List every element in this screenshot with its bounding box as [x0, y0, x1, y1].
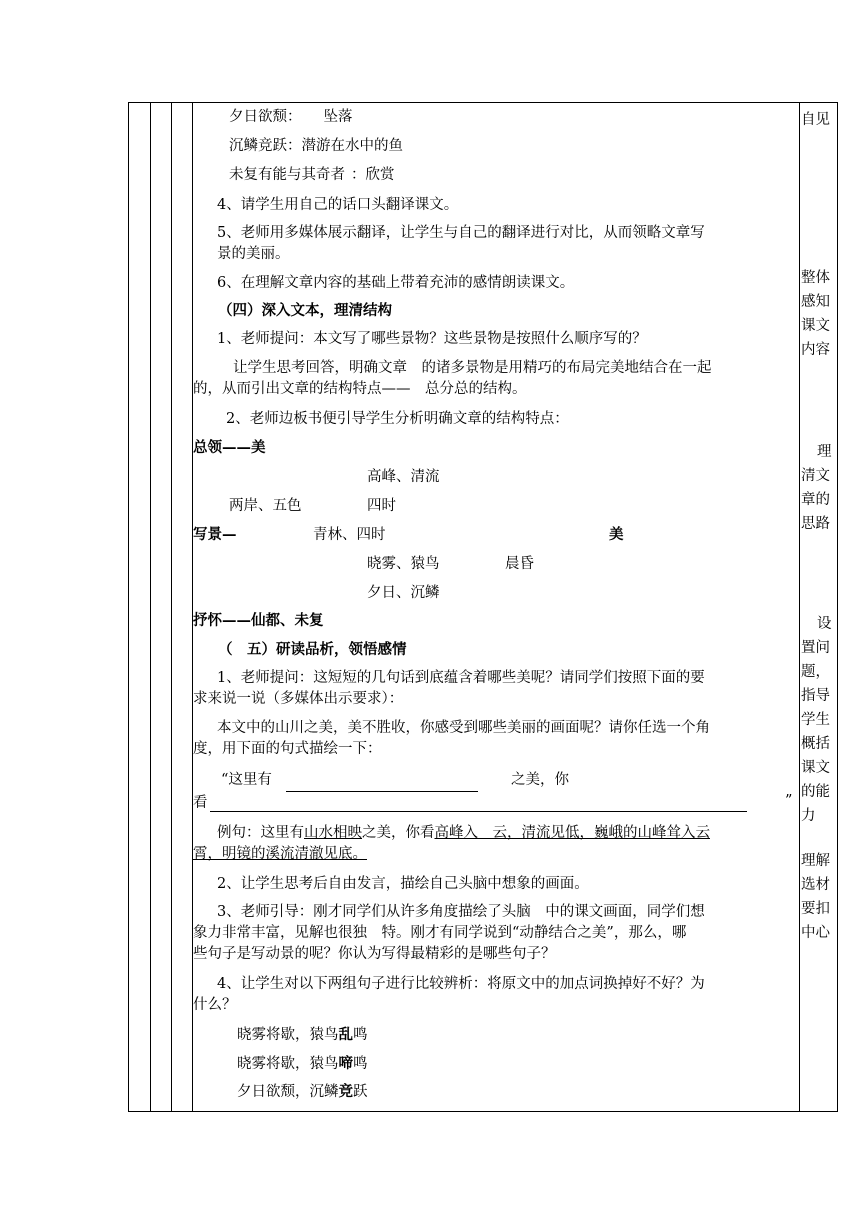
structure-item: 晓雾、猿鸟	[367, 556, 440, 572]
fill-blank-line	[210, 811, 747, 812]
structure-item: 夕日、沉鳞	[367, 585, 440, 601]
gloss-line: 夕日欲颓： 坠落	[229, 109, 353, 125]
gloss-line: 沉鳞竞跃：潜游在水中的鱼	[229, 138, 403, 154]
table-divider	[150, 102, 151, 1112]
paragraph-line: 些句子是写动景的呢？你认为写得最精彩的是哪些句子？	[193, 946, 556, 962]
paragraph-line: 3、老师引导：刚才同学们从许多角度描绘了头脑 中的课文画面，同学们想	[217, 904, 705, 920]
step-text: 4、请学生用自己的话口头翻译课文。	[217, 197, 459, 213]
table-divider	[171, 102, 172, 1112]
side-note: 整体感知课文内容	[801, 270, 830, 358]
paragraph-line: 2、老师边板书便引导学生分析明确文章的结构特点：	[226, 411, 569, 427]
paragraph-line: 2、让学生思考后自由发言，描绘自己头脑中想象的画面。	[217, 876, 589, 892]
example-sentence: 例句：这里有山水相映之美，你看高峰入 云，清流见低，巍峨的山峰耸入云	[217, 825, 710, 841]
step-text: 景的美丽。	[217, 246, 290, 262]
paragraph-line: 让学生思考回答，明确文章 的诸多景物是用精巧的布局完美地结合在一起	[233, 360, 712, 376]
paragraph-line: 本文中的山川之美，美不胜收，你感受到哪些美丽的画面呢？请你任选一个角	[217, 720, 710, 736]
side-note: 自见	[801, 112, 830, 128]
paragraph-line: 度，用下面的句式描绘一下：	[193, 741, 382, 757]
fill-pattern-end: ”	[785, 793, 793, 809]
structure-mei: 美	[609, 526, 624, 543]
structure-top: 总领——美	[193, 439, 266, 456]
structure-bottom: 抒怀——仙都、未复	[193, 612, 324, 629]
side-note: 设置问题，指导学生概括课文的能力	[801, 616, 832, 824]
structure-item: 两岸、五色	[229, 498, 302, 514]
paragraph-line: 什么？	[193, 997, 237, 1013]
step-text: 5、老师用多媒体展示翻译，让学生与自己的翻译进行对比，从而领略文章写	[217, 225, 705, 241]
paragraph-line: 1、老师提问：这短短的几句话到底蕴含着哪些美呢？请同学们按照下面的要	[217, 670, 705, 686]
comparison-sentence: 晓雾将歇，猿鸟乱鸣	[237, 1026, 368, 1043]
structure-item: 高峰、清流	[367, 469, 440, 485]
structure-item: 青林、四时	[313, 527, 386, 543]
paragraph-line: 求来说一说（多媒体出示要求）：	[193, 691, 404, 707]
example-sentence: 霄，明镜的溪流清澈见底。	[193, 846, 367, 862]
section-heading: （四）深入文本，理清结构	[218, 302, 392, 319]
comparison-sentence: 晓雾将歇，猿鸟啼鸣	[237, 1055, 368, 1072]
side-note: 理解选材要扣中心	[801, 853, 830, 941]
structure-mid-label: 写景—	[193, 526, 237, 543]
paragraph-line: 1、老师提问：本文写了哪些景物？这些景物是按照什么顺序写的？	[217, 331, 647, 347]
section-heading: （ 五）研读品析，领悟感情	[218, 641, 407, 658]
fill-pattern-mid: 之美，你	[511, 772, 569, 788]
paragraph-line: 的，从而引出文章的结构特点—— 总分总的结构。	[193, 381, 527, 397]
gloss-line: 未复有能与其奇者 ：欣赏	[229, 167, 395, 183]
fill-pattern-see: 看	[193, 795, 208, 811]
step-text: 6、在理解文章内容的基础上带着充沛的感情朗读课文。	[217, 275, 575, 291]
structure-item: 晨昏	[505, 556, 534, 572]
fill-blank-line	[286, 791, 478, 792]
table-divider	[799, 102, 800, 1112]
structure-item: 四时	[367, 498, 396, 514]
fill-pattern-start: “这里有	[221, 772, 272, 788]
side-note: 理清文章的思路	[801, 444, 832, 532]
comparison-sentence: 夕日欲颓，沉鳞竞跃	[237, 1083, 368, 1100]
paragraph-line: 象力非常丰富，见解也很独 特。刚才有同学说到“动静结合之美”，那么，哪	[193, 925, 687, 941]
paragraph-line: 4、让学生对以下两组句子进行比较辨析：将原文中的加点词换掉好不好？为	[217, 976, 705, 992]
